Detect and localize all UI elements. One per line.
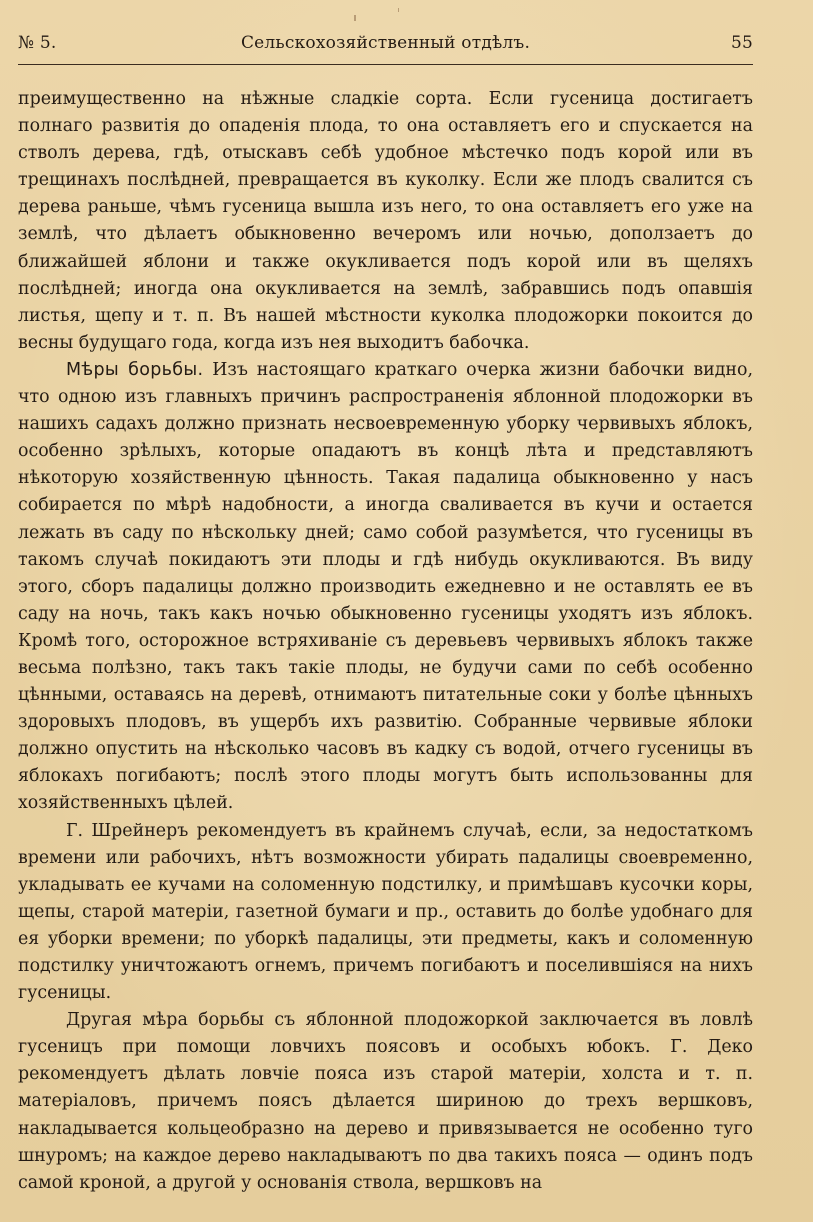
paragraph-4: Другая мѣра борьбы съ яблонной плодожоркой заключается въ ловлѣ гусеницъ при помощи ловчихъ поясовъ и особыхъ юбокъ. Г. Деко рекомендуетъ дѣлать ловчіе пояса изъ старой матеріи, холста и т. п. матеріаловъ, причемъ поясъ дѣлается шириною до трехъ вершковъ, накладывается кольцеобразно на дерево и привязывается не особенно туго шнуромъ; на каждое дерево накладываютъ по два такихъ пояса — одинъ подъ самой кроной, а другой у основанія ствола, вершковъ на — [18, 1010, 753, 1193]
top-page-mark — [354, 15, 356, 21]
paragraph-2 — [18, 357, 753, 818]
top-page-mark-small — [398, 8, 399, 12]
running-header — [18, 30, 753, 58]
page-number: 55 — [730, 33, 753, 53]
paragraph-2-text: Изъ настоящаго краткаго очерка жизни бабочки видно, что одною изъ главныхъ причинъ распространенія яблонной плодожорки въ нашихъ садахъ должно признать несвоевременную уборку червивыхъ яблокъ, особенно зрѣлыхъ, которые опадаютъ въ концѣ лѣта и представляютъ нѣкоторую хозяйственную цѣнность. Такая падалица обыкновенно у насъ собирается по мѣрѣ надобности, а иногда сваливается въ кучи и остается лежать въ саду по нѣскольку дней; само собой разумѣется, что гусеницы въ такомъ случаѣ покидаютъ эти плоды и гдѣ нибудь окукливаются. Въ виду этого, сборъ падалицы должно производить ежедневно и не оставлять ее въ саду на ночь, такъ какъ ночью обыкновенно гусеницы уходятъ изъ яблокъ. Кромѣ того, осторожное встряхиваніе съ деревьевъ червивыхъ яблокъ также весьма полѣзно, такъ такъ такіе плоды, не будучи сами по себѣ особенно цѣнными, оставаясь на деревѣ, отнимаютъ питательные соки у болѣе цѣнныхъ здоровыхъ плодовъ, въ ущербъ ихъ развитію. Собранные червивые яблоки должно опустить на нѣсколько часовъ въ кадку съ водой, отчего гусеницы въ яблокахъ погибаютъ; послѣ этого плоды могутъ быть использованны для хозяйственныхъ цѣлей. — [18, 359, 753, 814]
header-rule — [18, 64, 753, 65]
paragraph-3: Г. Шрейнеръ рекомендуетъ въ крайнемъ случаѣ, если, за недостаткомъ времени или рабочихъ, нѣтъ возможности убирать падалицы своевременно, укладывать ее кучами на соломенную подстилку, и примѣшавъ кусочки коры, щепы, старой матеріи, газетной бумаги и пр., оставить до болѣе удобнаго для ея уборки времени; по уборкѣ падалицы, эти предметы, какъ и соломенную подстилку уничтожаютъ огнемъ, причемъ погибаютъ и поселившіяся на нихъ гусеницы. — [18, 820, 753, 1004]
section-title: Сельскохозяйственный отдѣлъ. — [240, 33, 531, 53]
paragraph-1: преимущественно на нѣжные сладкіе сорта. Если гусеница достигаетъ полнаго развитія до опаденія плода, то она оставляетъ его и спускается на стволъ дерева, гдѣ, отыскавъ себѣ удобное мѣстечко подъ корой или въ трещинахъ послѣдней, превращается въ куколку. Если же плодъ свалится съ дерева раньше, чѣмъ гусеница вышла изъ него, то она оставляетъ его уже на землѣ, что дѣлаетъ обыкновенно вечеромъ или ночью, доползаетъ до ближайшей яблони и также окукливается подъ корой или въ щеляхъ послѣдней; иногда она окукливается на землѣ, забравшись подъ опавшія листья, щепу и т. п. Въ нашей мѣстности куколка плодожорки покоится до весны будущаго года, когда изъ нея выходитъ бабочка. — [18, 89, 753, 353]
article-body — [18, 86, 753, 1197]
issue-number: № 5. — [18, 33, 57, 53]
subheading-measures: Мѣры борьбы. — [66, 359, 204, 380]
